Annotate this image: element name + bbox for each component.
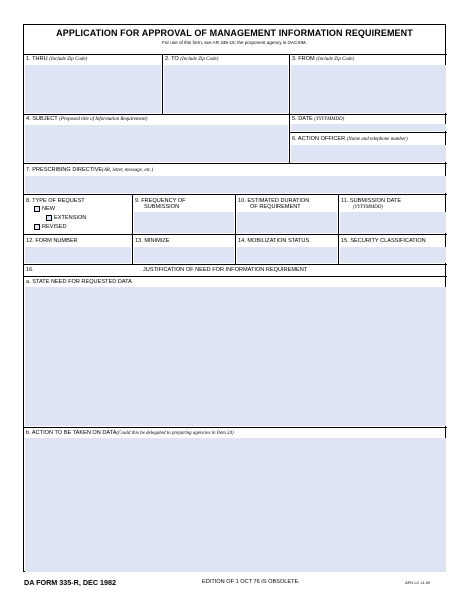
state-need-cell <box>24 276 447 427</box>
minimize-cell <box>132 234 235 264</box>
action-officer-hint: (Name and telephone number) <box>346 137 408 142</box>
duration-label-line2: OF REQUIREMENT <box>250 204 301 210</box>
date-field[interactable] <box>291 124 446 131</box>
from-cell <box>289 54 447 114</box>
form-title: APPLICATION FOR APPROVAL OF MANAGEMENT INFORMATION REQUIREMENT <box>56 28 413 38</box>
prescribing-hint: (AR, letter, message, etc.) <box>102 168 154 173</box>
action-hint: (Could this be delegated to preparing agencies in Item 24) <box>116 431 234 436</box>
action-officer-field[interactable] <box>291 145 446 162</box>
edition-note: EDITION OF 1 OCT 76 IS OBSOLETE. <box>202 579 300 585</box>
type-label: 8. TYPE OF REQUEST <box>26 198 85 204</box>
subject-label: 4. SUBJECT <box>26 116 58 122</box>
type-revised-option[interactable] <box>34 224 67 230</box>
frequency-cell <box>132 194 235 234</box>
prescribing-label: 7. PRESCRIBING DIRECTIVE <box>26 167 103 173</box>
action-field[interactable] <box>25 438 446 572</box>
type-extension-option[interactable] <box>46 215 86 221</box>
submission-date-label: 11. SUBMISSION DATE <box>341 198 402 204</box>
action-label: b. ACTION TO BE TAKEN ON DATA <box>26 430 117 436</box>
prescribing-cell <box>24 163 447 194</box>
extension-option-label: EXTENSION <box>54 215 87 221</box>
mobilization-cell <box>235 234 338 264</box>
minimize-label: 13. MINIMIZE <box>135 238 170 244</box>
new-option-label: NEW <box>42 206 56 212</box>
duration-cell <box>235 194 338 234</box>
from-hint: (Include Zip Code) <box>316 57 355 62</box>
to-cell <box>162 54 289 114</box>
to-label: 2. TO <box>165 56 179 62</box>
frequency-field[interactable] <box>134 212 234 233</box>
revised-option-label: REVISED <box>42 224 67 230</box>
subject-hint: (Proposed title of Information Requirement) <box>59 117 148 122</box>
thru-hint: (Include Zip Code) <box>49 57 88 62</box>
duration-label: 10. ESTIMATED DURATION <box>238 198 310 204</box>
form-number-field[interactable] <box>25 247 131 263</box>
justification-title: JUSTIFICATION OF NEED FOR INFORMATION REQUIREMENT <box>143 267 308 273</box>
mobilization-field[interactable] <box>237 247 337 263</box>
form-subtitle: For use of this form, see AR 335-15; the proponent agency is OACSIM. <box>162 40 307 45</box>
to-hint: (Include Zip Code) <box>180 57 219 62</box>
frequency-label: 9. FREQUENCY OF <box>135 198 186 204</box>
from-label: 3. FROM <box>292 56 315 62</box>
state-need-label: a. STATE NEED FOR REQUESTED DATA <box>26 279 132 285</box>
frequency-label-line2: SUBMISSION <box>144 204 180 210</box>
subject-field[interactable] <box>25 125 288 162</box>
justification-header <box>24 264 447 276</box>
mobilization-label: 14. MOBILIZATION STATUS <box>238 238 310 244</box>
action-officer-label: 6. ACTION OFFICER <box>292 136 346 142</box>
date-hint: (YYYYMMDD) <box>314 117 345 122</box>
revised-checkbox[interactable] <box>34 224 40 230</box>
to-field[interactable] <box>164 65 288 113</box>
date-cell <box>289 114 447 132</box>
from-field[interactable] <box>291 65 446 113</box>
submission-date-cell <box>338 194 447 234</box>
security-field[interactable] <box>340 247 446 263</box>
justification-number: 16. <box>26 267 34 273</box>
form-number-cell <box>24 234 132 264</box>
duration-field[interactable] <box>237 212 337 233</box>
security-cell <box>338 234 447 264</box>
extension-checkbox[interactable] <box>46 215 52 221</box>
new-checkbox[interactable] <box>34 206 40 212</box>
submission-date-field[interactable] <box>340 212 446 233</box>
version-note: APD LC v1.00 <box>405 580 431 585</box>
form-number-label: 12. FORM NUMBER <box>26 238 78 244</box>
form-id: DA FORM 335-R, DEC 1982 <box>24 578 116 587</box>
subject-cell <box>24 114 289 163</box>
prescribing-field[interactable] <box>25 176 446 193</box>
type-new-option[interactable] <box>34 206 55 212</box>
thru-field[interactable] <box>25 65 161 113</box>
form-frame <box>23 24 446 572</box>
date-label: 5. DATE <box>292 116 313 122</box>
action-officer-cell <box>289 132 447 163</box>
type-cell <box>24 194 132 234</box>
submission-date-hint: (YYYYMMDD) <box>353 205 384 210</box>
action-cell <box>24 427 447 573</box>
security-label: 15. SECURITY CLASSIFICATION <box>341 238 426 244</box>
state-need-field[interactable] <box>25 287 446 426</box>
thru-label: 1. THRU <box>26 56 48 62</box>
minimize-field[interactable] <box>134 247 234 263</box>
thru-cell <box>24 54 162 114</box>
